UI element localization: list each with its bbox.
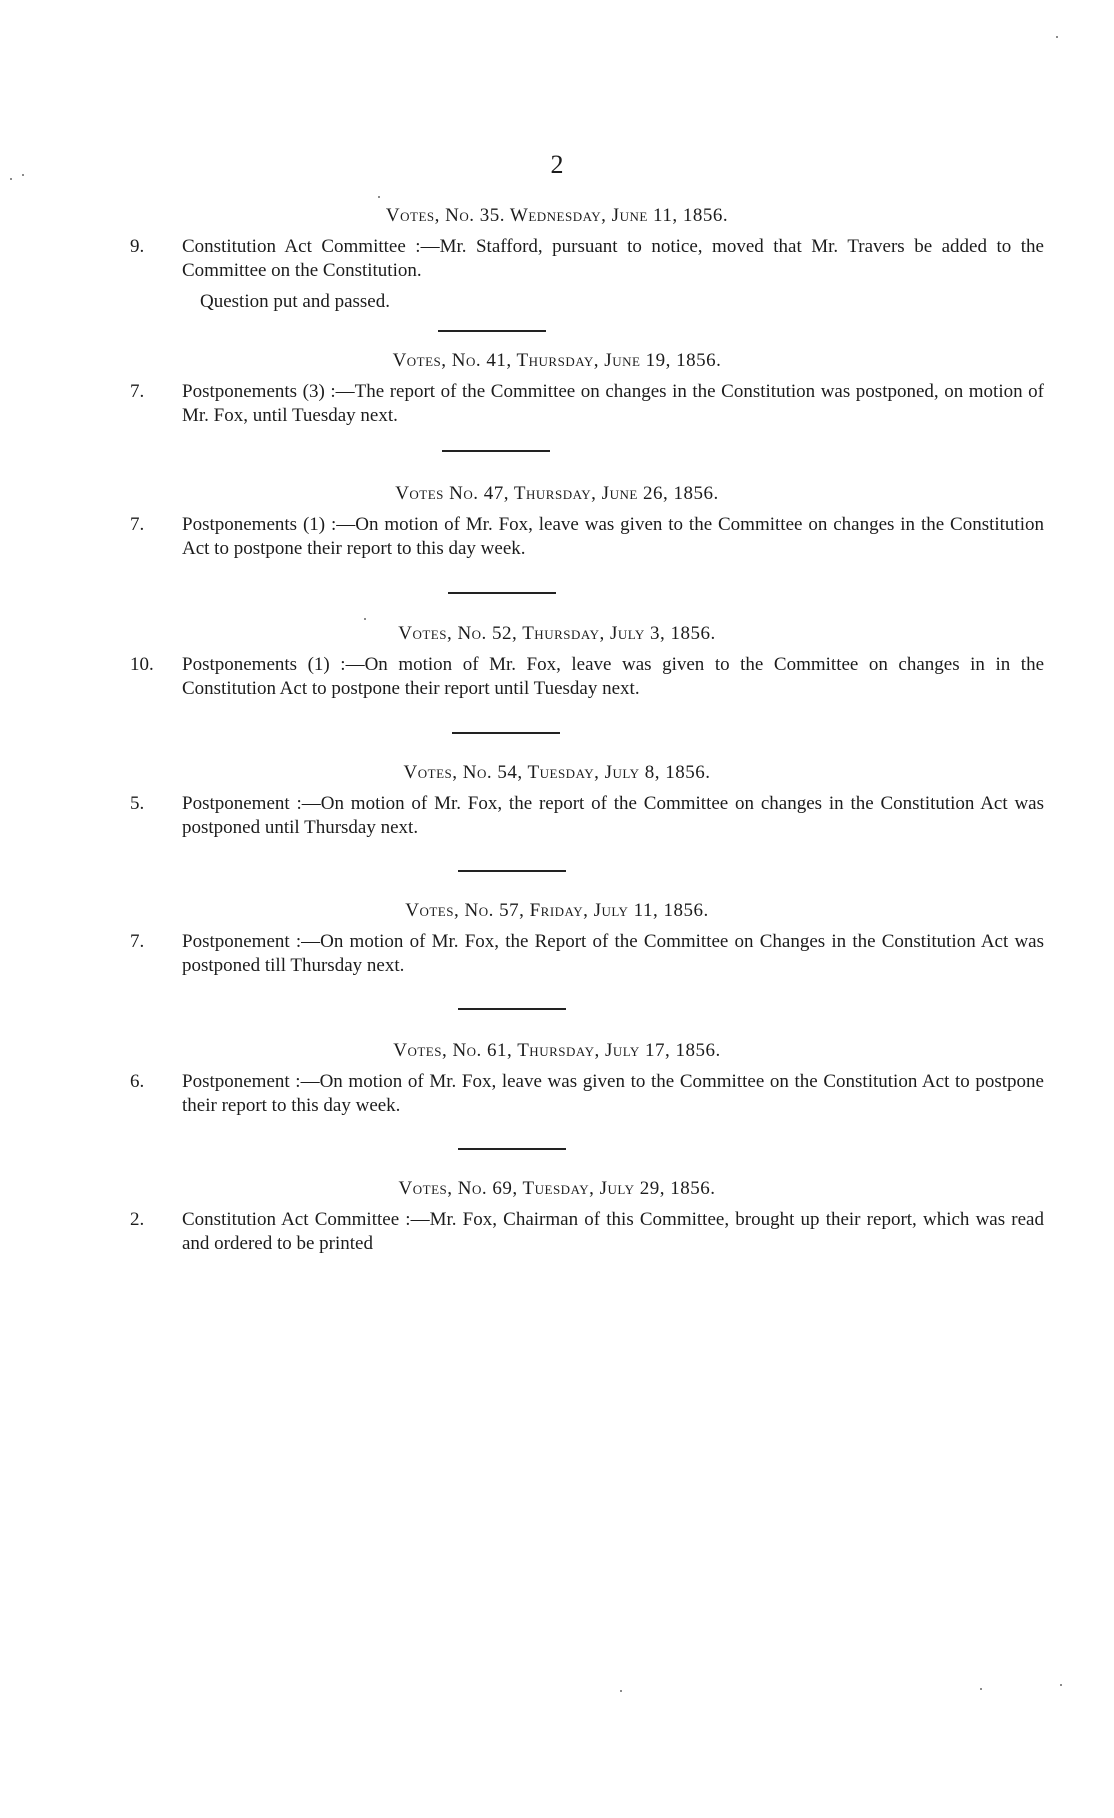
- item-number: 6.: [130, 1071, 145, 1092]
- votes-entry-57: [0, 900, 1114, 978]
- votes-entry-69: [0, 1178, 1114, 1256]
- item-text: Constitution Act Committee :—Mr. Fox, Chairman of this Committee, brought up their report, which was read and ordered to be printed: [182, 1209, 1044, 1254]
- item-text: Postponement :—On motion of Mr. Fox, the Report of the Committee on Changes in the Constitution Act was postponed till Thursday next.: [182, 931, 1044, 976]
- votes-entry-41: [0, 350, 1114, 428]
- item-number: 2.: [130, 1209, 145, 1230]
- page-number: 2: [550, 150, 564, 179]
- votes-heading: Votes No. 47, Thursday, June 26, 1856.: [395, 483, 719, 504]
- votes-heading: Votes, No. 54, Tuesday, July 8, 1856.: [403, 762, 711, 783]
- scan-speck: [10, 178, 12, 180]
- votes-heading: Votes, No. 57, Friday, July 11, 1856.: [405, 900, 709, 921]
- votes-item: [0, 235, 1114, 283]
- item-number: 7.: [130, 381, 145, 402]
- votes-heading: Votes, No. 69, Tuesday, July 29, 1856.: [398, 1178, 716, 1199]
- votes-heading: Votes, No. 41, Thursday, June 19, 1856.: [392, 350, 722, 371]
- item-text: Postponement :—On motion of Mr. Fox, leave was given to the Committee on the Constitution Act to postpone their report to this day week.: [182, 1071, 1044, 1116]
- scan-speck: [378, 196, 380, 198]
- votes-item: [0, 1070, 1114, 1118]
- scan-speck: [1056, 36, 1058, 38]
- item-text: Postponements (1) :—On motion of Mr. Fox, leave was given to the Committee on changes in the Constitution Act to postpone their report to this day week.: [182, 514, 1044, 559]
- item-number: 10.: [130, 654, 154, 675]
- scan-speck: [620, 1690, 622, 1692]
- item-text: Postponement :—On motion of Mr. Fox, the report of the Committee on changes in the Constitution Act was postponed until Thursday next.: [182, 793, 1044, 838]
- item-number: 5.: [130, 793, 145, 814]
- scan-speck: [364, 618, 366, 620]
- scan-speck: [22, 174, 24, 176]
- votes-heading: Votes, No. 35. Wednesday, June 11, 1856.: [385, 205, 729, 226]
- section-divider: [452, 732, 560, 734]
- scan-speck: [1060, 1684, 1062, 1686]
- item-number: 7.: [130, 514, 145, 535]
- votes-entry-35: [0, 205, 1114, 313]
- votes-item: [0, 792, 1114, 840]
- votes-heading: Votes, No. 52, Thursday, July 3, 1856.: [398, 623, 716, 644]
- item-note: Question put and passed.: [200, 291, 390, 312]
- votes-entry-47: [0, 483, 1114, 561]
- item-text: Postponements (1) :—On motion of Mr. Fox, leave was given to the Committee on changes in in the Constitution Act to postpone their report until Tuesday next.: [182, 654, 1044, 699]
- votes-item: [0, 653, 1114, 701]
- votes-entry-54: [0, 762, 1114, 840]
- section-divider: [458, 1008, 566, 1010]
- section-divider: [458, 1148, 566, 1150]
- votes-item: [0, 380, 1114, 428]
- votes-item: [0, 930, 1114, 978]
- item-number: 7.: [130, 931, 145, 952]
- votes-heading: Votes, No. 61, Thursday, July 17, 1856.: [393, 1040, 721, 1061]
- section-divider: [448, 592, 556, 594]
- votes-entry-61: [0, 1040, 1114, 1118]
- votes-entry-52: [0, 623, 1114, 701]
- votes-item: [0, 513, 1114, 561]
- votes-item: [0, 1208, 1114, 1256]
- item-text: Postponements (3) :—The report of the Committee on changes in the Constitution was postponed, on motion of Mr. Fox, until Tuesday next.: [182, 381, 1044, 426]
- item-number: 9.: [130, 236, 145, 257]
- section-divider: [458, 870, 566, 872]
- section-divider: [438, 330, 546, 332]
- item-text: Constitution Act Committee :—Mr. Stafford, pursuant to notice, moved that Mr. Travers be added to the Committee on the Constitution.: [182, 236, 1044, 281]
- section-divider: [442, 450, 550, 452]
- scan-speck: [980, 1688, 982, 1690]
